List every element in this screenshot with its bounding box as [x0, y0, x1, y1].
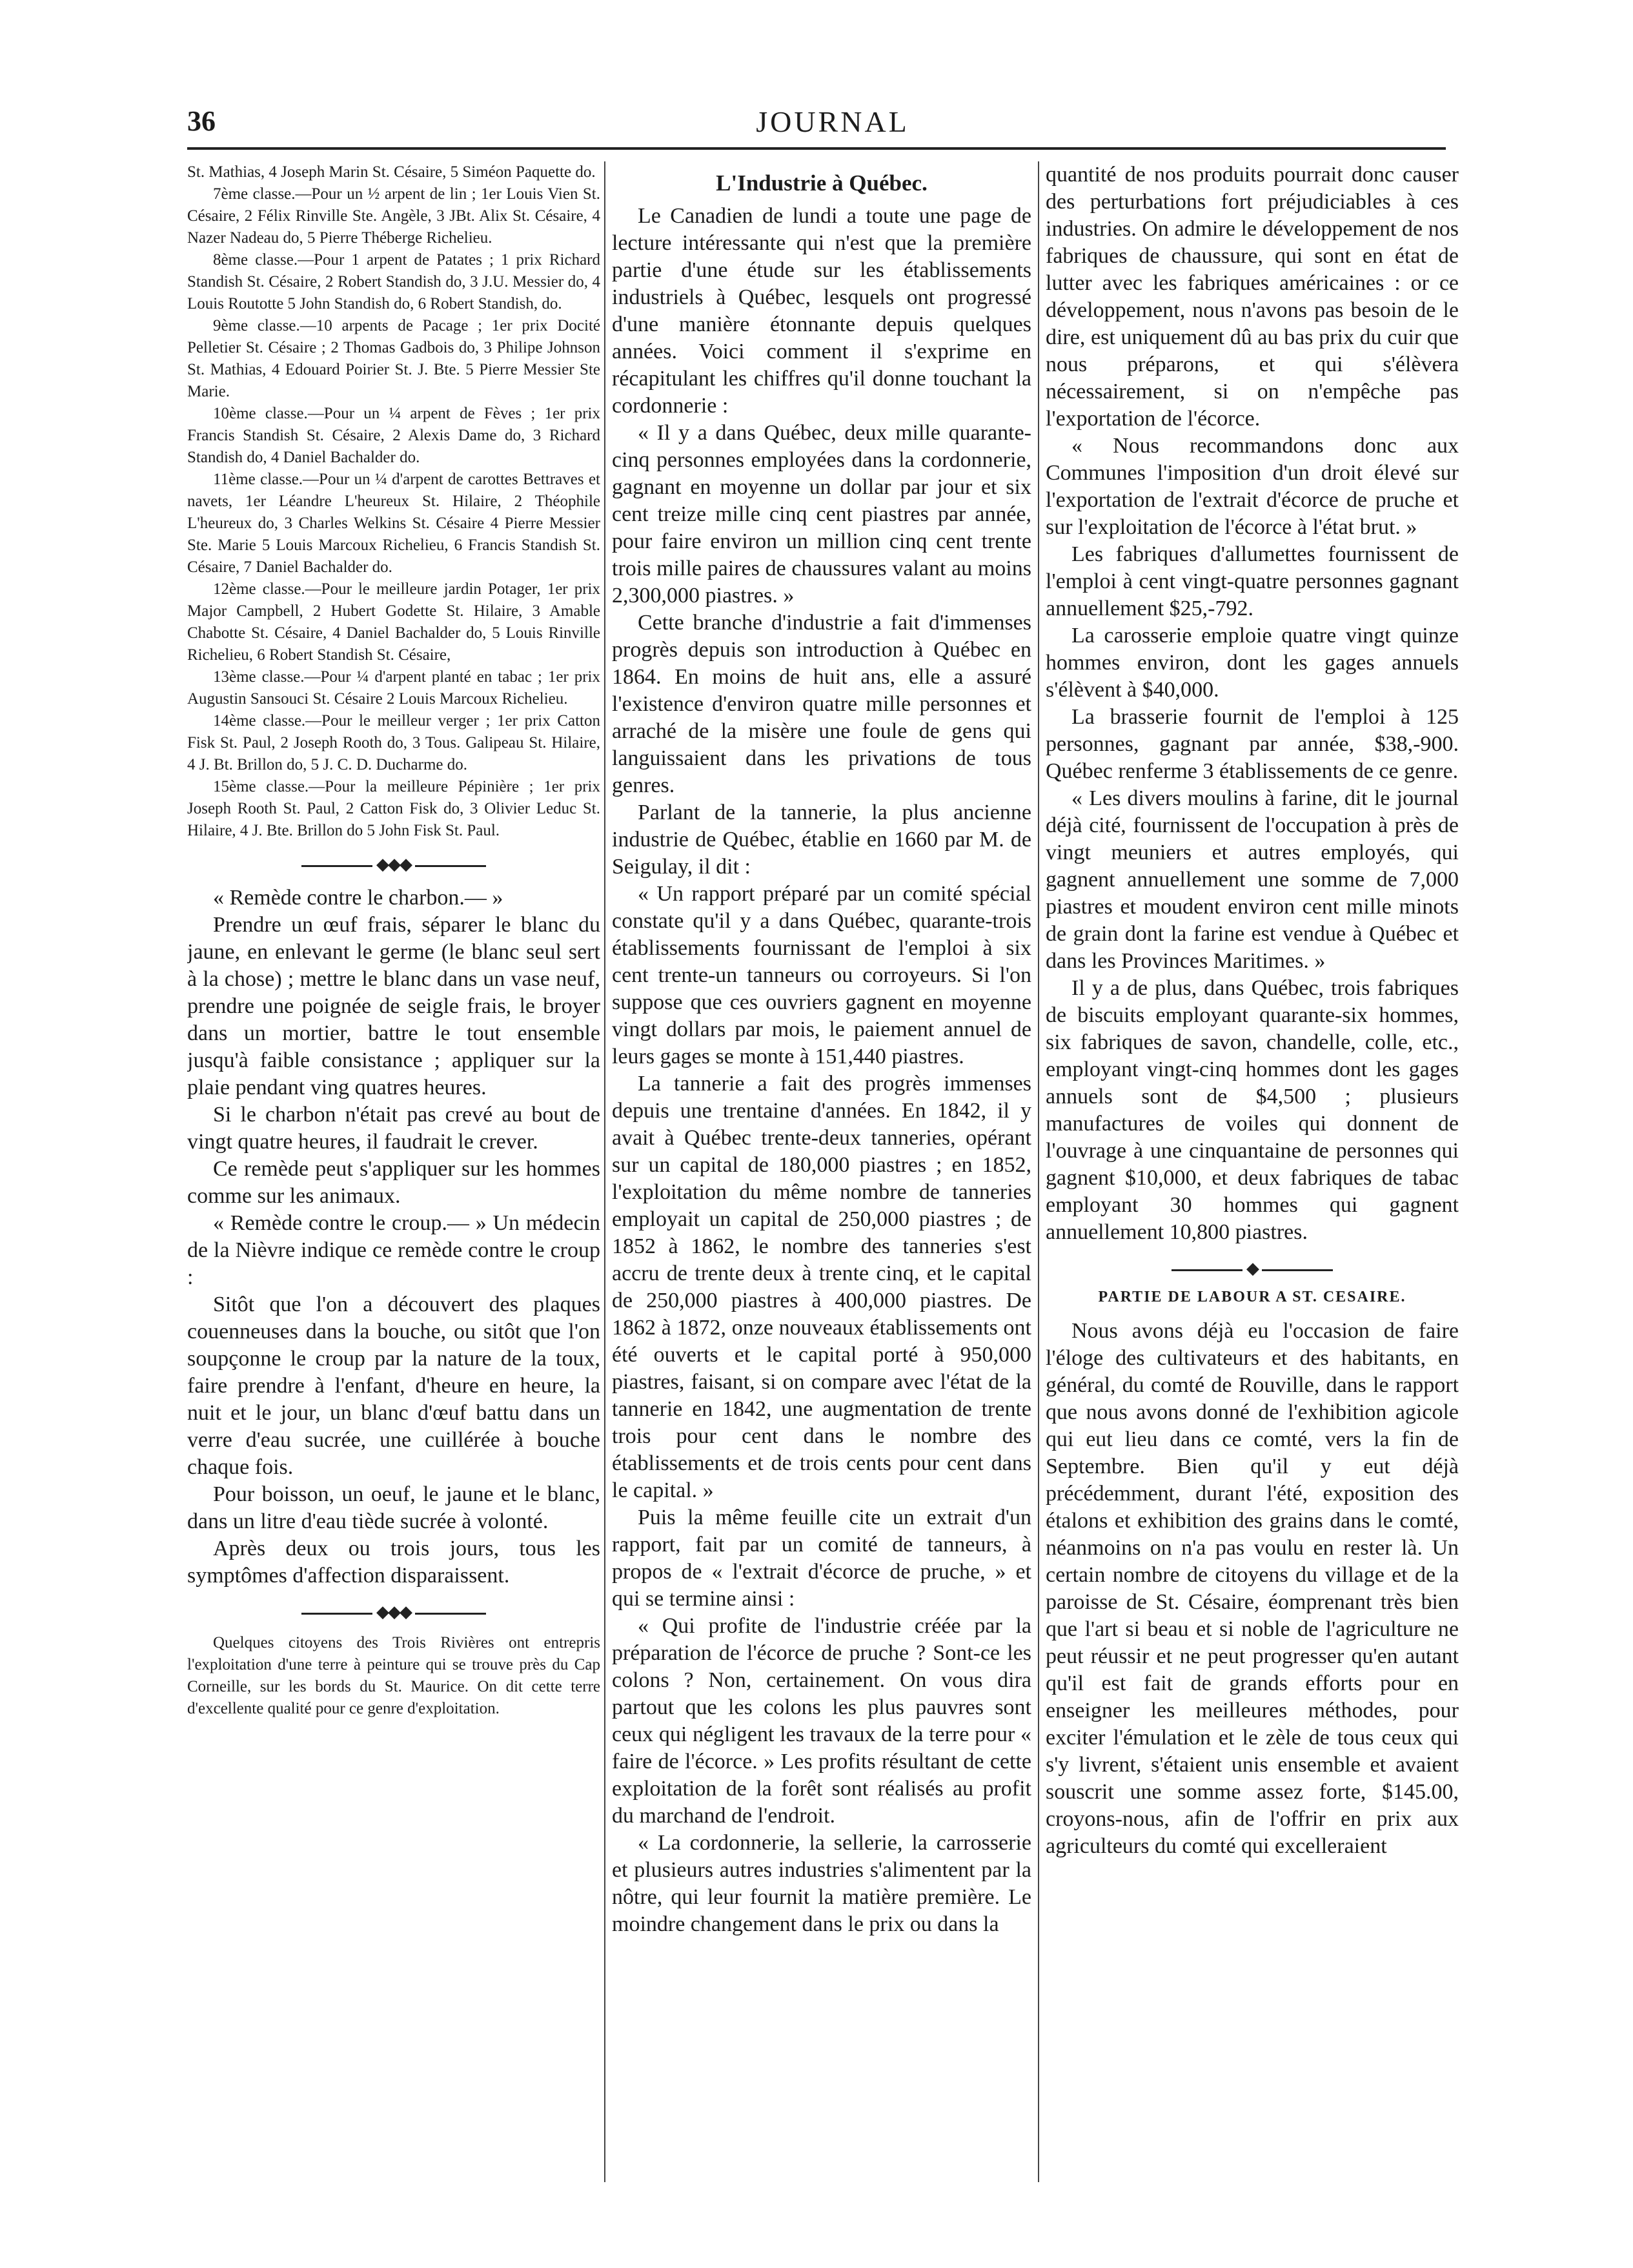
ornament-divider: ◆◆◆	[187, 1602, 600, 1622]
prize-entry: 7ème classe.—Pour un ½ arpent de lin ; 1er Louis Vien St. Césaire, 2 Félix Rinville Ste. Angèle, 3 JBt. Alix St. Césaire, 4 Nazer Nadeau do, 5 Pierre Théberge Richelieu.	[187, 185, 600, 247]
ornament-divider: ◆	[1046, 1259, 1459, 1278]
prize-entry: 14ème classe.—Pour le meilleur verger ; 1er prix Catton Fisk St. Paul, 2 Joseph Rooth do, 3 Tous. Galipeau St. Hilaire, 4 J. Bt. Brillon do, 5 J. C. D. Ducharme do.	[187, 712, 600, 773]
ornament-divider: ◆◆◆	[187, 855, 600, 874]
column-divider	[604, 161, 605, 2182]
paragraph: Il y a de plus, dans Québec, trois fabriques de biscuits employant quarante-six hommes, six fabriques de savon, chandelle, colle, etc., employant vingt-cinq hommes dont les gages annuels sont de $4,500 ; plusieurs manufactures de voiles qui donnent de l'ouvrage à une cinquantaine de personnes qui gagnent $10,000, et deux fabriques de tabac employant 30 hommes qui gagnent annuellement 10,800 piastres.	[1046, 976, 1459, 1244]
paragraph: La carosserie emploie quatre vingt quinze hommes environ, dont les gages annuels s'élèvent à $40,000.	[1046, 624, 1459, 702]
header-rule	[187, 147, 1446, 150]
paragraph: « La cordonnerie, la sellerie, la carrosserie et plusieurs autres industries s'alimentent par la nôtre, qui leur fournit la matière première. Le moindre changement dans le prix ou dans la	[612, 1831, 1031, 1936]
prize-entry: 8ème classe.—Pour 1 arpent de Patates ; 1 prix Richard Standish St. Césaire, 2 Robert Standish do, 3 J.U. Messier do, 4 Louis Routotte 5 John Standish do, 6 Robert Standish, do.	[187, 251, 600, 312]
paragraph: « Nous recommandons donc aux Communes l'imposition d'un droit élevé sur l'exportation de l'extrait d'écorce de pruche et sur l'exploitation de l'écorce à l'état brut. »	[1046, 434, 1459, 539]
column-divider	[1038, 161, 1039, 2182]
journal-title: JOURNAL	[756, 105, 909, 138]
article-heading: L'Industrie à Québec.	[716, 170, 928, 196]
prize-list	[187, 161, 600, 842]
prize-entry: 10ème classe.—Pour un ¼ arpent de Fèves ; 1er prix Francis Standish St. Césaire, 2 Alexis Dame do, 3 Richard Standish do, 4 Daniel Bachalder do.	[187, 405, 600, 466]
paragraph: Si le charbon n'était pas crevé au bout de vingt quatre heures, il faudrait le crever.	[187, 1103, 600, 1154]
paragraph: Cette branche d'industrie a fait d'immenses progrès depuis son introduction à Québec en 1864. En moins de huit ans, elle a assuré l'existence d'environ quatre mille personnes et arraché de la misère une foule de gens qui languissaient dans les privations de tous genres.	[612, 611, 1031, 797]
paragraph: « Remède contre le croup.— » Un médecin de la Nièvre indique ce remède contre le croup :	[187, 1211, 600, 1289]
page-header	[187, 105, 1478, 146]
prize-entry: 11ème classe.—Pour un ¼ d'arpent de carottes Bettraves et navets, 1er Léandre L'heureux St. Hilaire, 2 Théophile L'heureux do, 3 Charles Welkins St. Césaire 4 Pierre Messier Ste. Marie 5 Louis Marcoux Richelieu, 6 Francis Standish St. Césaire, 7 Daniel Bachalder do.	[187, 471, 600, 576]
prize-entry: St. Mathias, 4 Joseph Marin St. Césaire, 5 Siméon Paquette do.	[187, 163, 596, 181]
section-heading: PARTIE DE LABOUR A ST. CESAIRE.	[1098, 1289, 1406, 1305]
paragraph: Après deux ou trois jours, tous les symptômes d'affection disparaissent.	[187, 1537, 600, 1588]
paragraph: Prendre un œuf frais, séparer le blanc du jaune, en enlevant le germe (le blanc seul sert à la chose) ; mettre le blanc dans un vase neuf, prendre une poignée de seigle frais, le broyer dans un mortier, battre le tout ensemble jusqu'à faible consistance ; appliquer sur la plaie pendant ving quatres heures.	[187, 913, 600, 1099]
paragraph: « Les divers moulins à farine, dit le journal déjà cité, fournissent de l'occupation à près de vingt meuniers et autres employés, qui gagnent annuellement une somme de 7,000 piastres et moudent environ cent mille minots de grain dont la farine est vendue à Québec et dans les Provinces Maritimes. »	[1046, 786, 1459, 973]
paragraph: La tannerie a fait des progrès immenses depuis une trentaine d'années. En 1842, il y avait à Québec trente-deux tanneries, opérant sur un capital de 180,000 piastres ; en 1852, l'exploitation du même nombre de tanneries employait un capital de 250,000 piastres ; de 1852 à 1862, le nombre des tanneries s'est accru de trente deux à trente cinq, et le capital de 250,000 piastres à 400,000 piastres. De 1862 à 1872, onze nouveaux établissements ont été ouverts et le capital porté à 950,000 piastres, faisant, si on compare avec l'état de la tannerie en 1842, une augmentation de trente trois pour cent dans le nombre des établissements et de trois cents pour cent dans le capital. »	[612, 1072, 1031, 1502]
prize-entry: 12ème classe.—Pour le meilleure jardin Potager, 1er prix Major Campbell, 2 Hubert Godette St. Hilaire, 3 Amable Chabotte St. Césaire, 4 Daniel Bachalder do, 5 Louis Rinville Richelieu, 6 Robert Standish St. Césaire,	[187, 580, 600, 664]
paragraph: « Un rapport préparé par un comité spécial constate qu'il y a dans Québec, quarante-trois établissements fournissant de l'emploi à six cent trente-un tanneurs ou corroyeurs. Si l'on suppose que ces ouvriers gagnent en moyenne vingt dollars par mois, le paiement annuel de leurs gages se monte à 151,440 piastres.	[612, 882, 1031, 1068]
paragraph: Pour boisson, un oeuf, le jaune et le blanc, dans un litre d'eau tiède sucrée à volonté.	[187, 1482, 600, 1533]
column-right	[1046, 161, 1459, 2203]
column-left	[187, 161, 600, 2203]
news-note: Quelques citoyens des Trois Rivières ont entrepris l'exploitation d'une terre à peinture qui se trouve près du Cap Corneille, sur les bords du St. Maurice. On dit cette terre d'excellente qualité pour ce genre d'exploitation.	[187, 1634, 600, 1717]
paragraph: Parlant de la tannerie, la plus ancienne industrie de Québec, établie en 1660 par M. de Seigulay, il dit :	[612, 801, 1031, 879]
paragraph: Les fabriques d'allumettes fournissent de l'emploi à cent vingt-quatre personnes gagnant annuellement $25,-792.	[1046, 542, 1459, 620]
paragraph: quantité de nos produits pourrait donc causer des perturbations fort préjudiciables à ces industries. On admire le développement de nos fabriques de chaussure, qui sont en état de lutter avec les fabriques américaines : or ce développement, nous n'avons pas besoin de le dire, est uniquement dû au bas prix du cuir que nous préparons, et qui s'élèvera nécessairement, si on n'empêche pas l'exportation de l'écorce.	[1046, 163, 1459, 431]
page-number: 36	[187, 105, 216, 137]
paragraph: Sitôt que l'on a découvert des plaques couenneuses dans la bouche, ou sitôt que l'on soupçonne le croup par la nature de la toux, faire prendre à l'enfant, d'heure en heure, la nuit et le jour, un blanc d'œuf battu dans un verre d'eau sucrée, une cuillérée à bouche chaque fois.	[187, 1292, 600, 1479]
paragraph: « Il y a dans Québec, deux mille quarante-cinq personnes employées dans la cordonnerie, gagnant en moyenne un dollar par jour et six cent treize mille cinq cent piastres par année, pour faire environ un million cinq cent trente trois mille paires de chaussures valant au moins 2,300,000 piastres. »	[612, 421, 1031, 608]
prize-entry: 9ème classe.—10 arpents de Pacage ; 1er prix Docité Pelletier St. Césaire ; 2 Thomas Gadbois do, 3 Philipe Johnson St. Mathias, 4 Edouard Poirier St. J. Bte. 5 Pierre Messier Ste Marie.	[187, 317, 600, 400]
column-middle	[612, 161, 1031, 2203]
remedy-article	[187, 884, 600, 1589]
paragraph: Puis la même feuille cite un extrait d'un rapport, fait par un comité de tanneurs, à propos de « l'extrait d'écorce de pruche, » et qui se termine ainsi :	[612, 1506, 1031, 1611]
prize-entry: 13ème classe.—Pour ¼ d'arpent planté en tabac ; 1er prix Augustin Sansouci St. Césaire 2 Louis Marcoux Richelieu.	[187, 668, 600, 708]
paragraph: Ce remède peut s'appliquer sur les hommes comme sur les animaux.	[187, 1157, 600, 1208]
paragraph: « Qui profite de l'industrie créée par la préparation de l'écorce de pruche ? Sont-ce les colons ? Non, certainement. On vous dira partout que les colons les plus pauvres sont ceux qui négligent les travaux de la terre pour « faire de l'écorce. » Les profits résultant de cette exploitation de la forêt sont réalisés au profit du marchand de l'endroit.	[612, 1614, 1031, 1828]
paragraph: Le Canadien de lundi a toute une page de lecture intéressante qui n'est que la première partie d'une étude sur les établissements industriels à Québec, lesquels ont progressé d'une manière étonnante depuis quelques années. Voici comment il s'exprime en récapitulant les chiffres qu'il donne touchant la cordonnerie :	[612, 204, 1031, 418]
paragraph: Nous avons déjà eu l'occasion de faire l'éloge des cultivateurs et des habitants, en général, du comté de Rouville, dans le rapport que nous avons donné de l'exhibition agicole qui eut lieu dans ce comté, vers la fin de Septembre. Bien qu'il y eut déjà précédemment, durant l'été, exposition des étalons et exhibition des grains dans le comté, néanmoins on n'a pas voulu en rester là. Un certain nombre de citoyens du village et de la paroisse de St. Césaire, éomprenant très bien que l'art si beau et si noble de l'agriculture ne peut réussir et ne peut progresser qu'en autant qu'il est fait de grands efforts pour en enseigner les meilleures méthodes, pour exciter l'émulation et le zèle de tous ceux qui s'y livrent, s'étaient unis ensemble et avaient souscrit une somme assez forte, $145.00, croyons-nous, afin de l'offrir en prix aux agriculteurs du comté qui excelleraient	[1046, 1319, 1459, 1858]
prize-entry: 15ème classe.—Pour la meilleure Pépinière ; 1er prix Joseph Rooth St. Paul, 2 Catton Fisk do, 3 Olivier Leduc St. Hilaire, 4 J. Bte. Brillon do 5 John Fisk St. Paul.	[187, 778, 600, 839]
paragraph: La brasserie fournit de l'emploi à 125 personnes, gagnant par année, $38,-900. Québec renferme 3 établissements de ce genre.	[1046, 705, 1459, 783]
remedy-title: « Remède contre le charbon.— »	[213, 886, 503, 910]
